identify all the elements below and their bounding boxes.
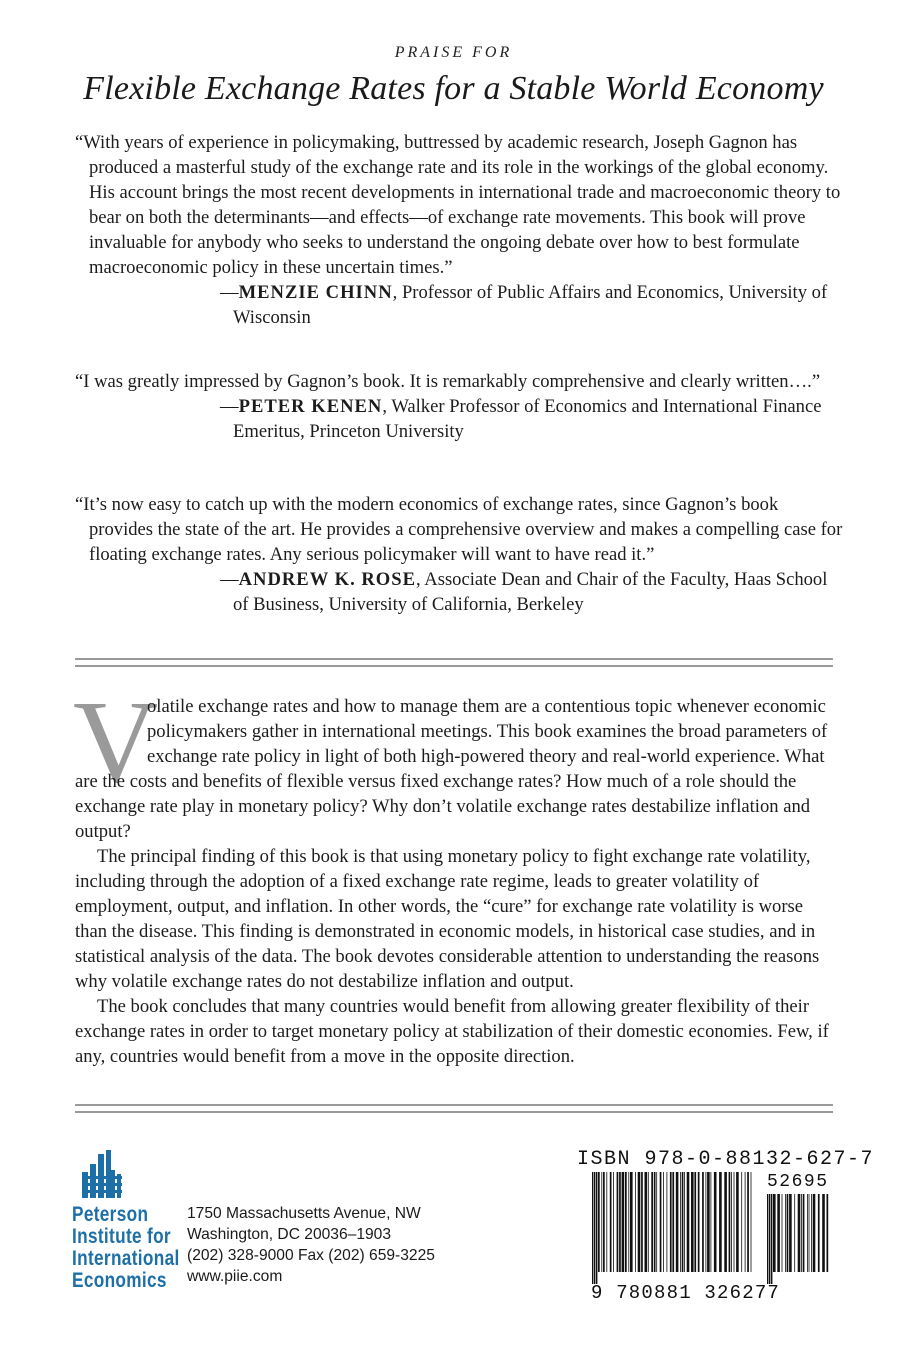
barcode-bar	[751, 1172, 752, 1272]
piie-building-icon	[80, 1150, 130, 1200]
isbn-label: ISBN 978-0-88132-627-7	[577, 1148, 875, 1171]
publisher-address	[187, 1203, 435, 1287]
barcode-bar	[601, 1172, 602, 1272]
barcode-bar	[663, 1172, 664, 1272]
barcode-bar	[736, 1172, 739, 1272]
barcode-bar	[603, 1172, 605, 1272]
barcode-bar	[724, 1172, 727, 1272]
attribution-name: PETER KENEN	[238, 396, 383, 417]
barcode-bar	[769, 1194, 770, 1284]
barcode-bar	[811, 1194, 812, 1272]
praise-label: PRAISE FOR	[394, 44, 513, 61]
barcode-bar	[625, 1172, 627, 1272]
quote-text: “I was greatly impressed by Gagnon’s book. It is remarkably comprehensive and clearly written….”	[75, 371, 821, 392]
barcode-bar	[747, 1172, 749, 1272]
address-line: (202) 328-9000 Fax (202) 659-3225	[187, 1247, 435, 1264]
quote-rose	[75, 492, 845, 617]
logo-line: Economics	[72, 1269, 167, 1292]
barcode-bar	[803, 1194, 805, 1272]
quote-text: “With years of experience in policymaking, buttressed by academic research, Joseph Gagnon has produced a masterful study of the exchange rate and its role in the workings of the global economy. His account brings the most recent developments in international trade and macroeconomic theory to bear on both the determinants—and effects—of exchange rate movements. This book will prove invaluable for anybody who seeks to understand the ongoing debate over how to best formulate macroeconomic policy in these uncertain times.”	[75, 132, 841, 278]
barcode-bar	[606, 1172, 607, 1272]
barcode-bar	[798, 1194, 801, 1272]
barcode-bar	[729, 1172, 731, 1272]
logo-line: Peterson	[72, 1203, 149, 1226]
attribution-title: , Associate Dean and Chair of the Faculty, Haas School of Business, University of California, Berkeley	[233, 569, 828, 615]
barcode-bar	[782, 1194, 783, 1272]
divider-top	[75, 658, 833, 667]
barcode-bar	[777, 1194, 780, 1272]
book-title: Flexible Exchange Rates for a Stable World Economy	[83, 70, 824, 107]
barcode-bar	[745, 1172, 746, 1272]
description-paragraph: The principal finding of this book is that using monetary policy to fight exchange rate volatility, including through the adoption of a fixed exchange rate regime, leads to greater volatility of employment, output, and inflation. In other words, the “cure” for exchange rate volatility is worse than the disease. This finding is demonstrated in economic models, in historical case studies, and in statistical analysis of the data. The book devotes considerable attention to understanding the reasons why volatile exchange rates do not destabilize inflation and output.	[75, 846, 820, 992]
barcode-bar	[648, 1172, 649, 1272]
barcode-bar	[714, 1172, 717, 1272]
publisher-logo	[72, 1150, 180, 1292]
barcode-bar	[622, 1172, 625, 1272]
attribution-title: , Professor of Public Affairs and Economics, University of Wisconsin	[233, 282, 828, 328]
attribution-dash: —	[220, 396, 239, 417]
barcode-bar	[813, 1194, 816, 1272]
barcode-bar	[741, 1172, 742, 1272]
barcode-bar	[807, 1194, 808, 1272]
barcode-bar	[592, 1172, 593, 1284]
barcode-bar	[707, 1172, 710, 1272]
barcode-bar	[822, 1194, 825, 1272]
barcode-bar	[682, 1172, 684, 1272]
barcode-bar	[638, 1172, 641, 1272]
barcode-bar	[702, 1172, 704, 1272]
barcode-bar	[789, 1194, 792, 1272]
barcode-bar	[801, 1194, 802, 1272]
barcode-bar	[635, 1172, 636, 1272]
logo-line: Institute for	[72, 1225, 171, 1248]
barcode-bar	[771, 1194, 772, 1284]
barcode-bar	[711, 1172, 712, 1272]
barcode-bar	[610, 1172, 612, 1272]
barcode-bar	[827, 1194, 829, 1272]
publisher-website[interactable]: www.piie.com	[187, 1268, 283, 1285]
ean-barcode	[592, 1172, 762, 1284]
barcode-bar	[651, 1172, 653, 1272]
barcode-bar	[598, 1172, 600, 1272]
barcode-bar	[630, 1172, 633, 1272]
quote-attribution	[75, 280, 845, 330]
barcode-bar	[719, 1172, 722, 1272]
quote-attribution	[75, 394, 845, 444]
barcode-bar	[654, 1172, 656, 1272]
barcode-bar	[672, 1172, 674, 1272]
attribution-dash: —	[220, 569, 239, 590]
ean-digits: 9 780881 326277	[591, 1282, 781, 1304]
book-description	[75, 694, 835, 1069]
barcode-bar	[645, 1172, 648, 1272]
attribution-name: MENZIE CHINN	[238, 282, 393, 303]
addon-barcode	[767, 1194, 837, 1284]
barcode-bar	[680, 1172, 681, 1272]
barcode-bar	[596, 1172, 597, 1284]
price-code: 52695	[767, 1172, 829, 1192]
barcode-bar	[809, 1194, 810, 1272]
barcode-bar	[731, 1172, 732, 1272]
attribution-name: ANDREW K. ROSE	[238, 569, 417, 590]
drop-cap: V	[73, 676, 159, 807]
barcode-bar	[617, 1172, 619, 1272]
address-line: 1750 Massachusetts Avenue, NW	[187, 1205, 421, 1222]
barcode-bar	[628, 1172, 629, 1272]
barcode-bar	[619, 1172, 621, 1272]
barcode-bar	[818, 1194, 820, 1272]
barcode-bar	[773, 1194, 776, 1272]
divider-bottom	[75, 1104, 833, 1113]
description-paragraph: The book concludes that many countries would benefit from allowing greater flexibility of their exchange rates in order to target monetary policy at stabilization of their domestic economies. Few, if any, countries would benefit from a move in the opposite direction.	[75, 996, 829, 1067]
barcode-bar	[656, 1172, 657, 1272]
barcode-bar	[787, 1194, 789, 1272]
quote-attribution	[75, 567, 845, 617]
barcode-bar	[660, 1172, 662, 1272]
barcode-bar	[687, 1172, 690, 1272]
description-paragraph: olatile exchange rates and how to manage them are a contentious topic whenever economic policymakers gather in international meetings. This book examines the broad parameters of exchange rate policy in light of both high-powered theory and real-world experience. What are the costs and benefits of flexible versus fixed exchange rates? How much of a role should the exchange rate play in monetary policy? Why don’t volatile exchange rates destabilize inflation and output?	[75, 696, 828, 842]
quote-kenen	[75, 369, 845, 444]
barcode-bar	[706, 1172, 707, 1272]
barcode-bar	[594, 1172, 595, 1284]
barcode-bar	[641, 1172, 643, 1272]
barcode-bar	[767, 1194, 768, 1284]
barcode-bar	[694, 1172, 696, 1272]
quote-text: “It’s now easy to catch up with the modern economics of exchange rates, since Gagnon’s book provides the state of the art. He provides a comprehensive overview and makes a compelling case for floating exchange rates. Any serious policymaker will want to have read it.”	[75, 494, 843, 565]
barcode-bar	[785, 1194, 786, 1272]
barcode-bar	[613, 1172, 614, 1272]
barcode-bar	[698, 1172, 700, 1272]
barcode-bar	[691, 1172, 694, 1272]
quote-chinn	[75, 130, 845, 330]
barcode-bar	[667, 1172, 668, 1272]
barcode-bar	[794, 1194, 795, 1272]
barcode-bar	[684, 1172, 685, 1272]
barcode-bar	[734, 1172, 735, 1272]
barcode-bar	[670, 1172, 672, 1272]
address-line: Washington, DC 20036–1903	[187, 1226, 392, 1243]
attribution-title: , Walker Professor of Economics and International Finance Emeritus, Princeton University	[233, 396, 822, 442]
logo-line: International	[72, 1247, 180, 1270]
attribution-dash: —	[220, 282, 239, 303]
barcode-bar	[676, 1172, 679, 1272]
